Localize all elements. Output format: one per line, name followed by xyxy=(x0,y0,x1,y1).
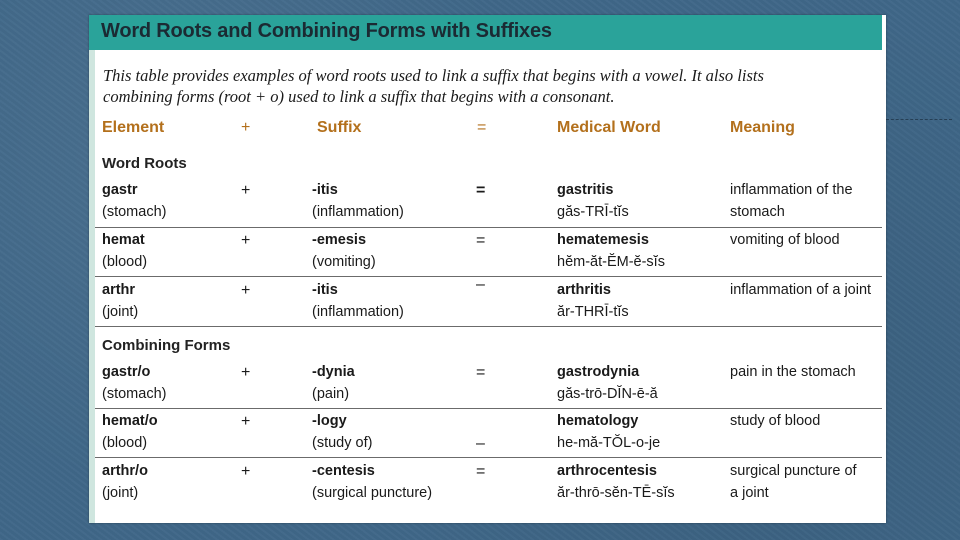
plus-sign: + xyxy=(241,182,251,199)
meaning-cell-cont: stomach xyxy=(730,204,785,220)
table-row xyxy=(89,364,882,412)
intro-line-1: This table provides examples of word roots used to link a suffix that begins with a vowel. It also lists xyxy=(103,66,764,85)
medical-word-cell: gastritis xyxy=(557,182,614,198)
medical-word-cell: hematology xyxy=(557,413,639,429)
equals-sign: = xyxy=(476,232,486,249)
meaning-cell: surgical puncture of xyxy=(730,463,857,479)
element-cell: hemat xyxy=(102,232,145,248)
table-row xyxy=(89,232,882,280)
pronunciation-cell: găs-trō-DĬN-ē-ă xyxy=(557,386,658,402)
header-suffix: Suffix xyxy=(317,119,362,136)
pronunciation-cell: he-mă-TŎL-o-je xyxy=(557,435,661,451)
medical-word-cell: arthrocentesis xyxy=(557,463,657,479)
element-cell: gastr xyxy=(102,182,138,198)
plus-sign: + xyxy=(241,232,251,249)
pronunciation-cell: ăr-thrō-sĕn-TĒ-sĭs xyxy=(557,485,675,501)
plus-sign: + xyxy=(241,413,251,430)
suffix-gloss: (surgical puncture) xyxy=(312,485,433,501)
suffix-cell: -dynia xyxy=(312,364,355,380)
equals-sign: = xyxy=(476,182,486,199)
suffix-gloss: (inflammation) xyxy=(312,304,404,320)
equals-sign: = xyxy=(476,463,486,480)
element-gloss: (stomach) xyxy=(102,204,167,220)
equals-sign: – xyxy=(476,276,485,293)
plus-sign: + xyxy=(241,364,251,381)
suffix-cell: -logy xyxy=(312,413,347,429)
plus-sign: + xyxy=(241,463,251,480)
element-gloss: (stomach) xyxy=(102,386,167,402)
decorative-dash-line xyxy=(886,119,952,120)
header-plus: + xyxy=(241,119,251,136)
suffix-cell: -emesis xyxy=(312,232,367,248)
table-row xyxy=(89,463,882,511)
suffix-cell: -itis xyxy=(312,182,338,198)
element-gloss: (blood) xyxy=(102,254,148,270)
header-equals: = xyxy=(477,119,487,136)
plus-sign: + xyxy=(241,282,251,299)
suffix-cell: -centesis xyxy=(312,463,375,479)
table-row xyxy=(89,276,882,330)
meaning-cell-cont: a joint xyxy=(730,485,769,501)
element-gloss: (joint) xyxy=(102,304,139,320)
meaning-cell: vomiting of blood xyxy=(730,232,840,248)
suffix-gloss: (inflammation) xyxy=(312,204,404,220)
equals-sign: – xyxy=(476,435,485,452)
element-cell: gastr/o xyxy=(102,364,151,380)
element-cell: arthr/o xyxy=(102,463,148,479)
element-cell: hemat/o xyxy=(102,413,158,429)
intro-line-2: combining forms (root + o) used to link a suffix that begins with a consonant. xyxy=(103,87,615,106)
header-element: Element xyxy=(102,119,165,136)
element-cell: arthr xyxy=(102,282,136,298)
pronunciation-cell: găs-TRĪ-tĭs xyxy=(557,204,629,220)
meaning-cell: pain in the stomach xyxy=(730,364,856,380)
table-card xyxy=(89,15,886,523)
element-gloss: (joint) xyxy=(102,485,139,501)
medical-word-cell: hematemesis xyxy=(557,232,649,248)
equals-sign: = xyxy=(476,364,486,381)
header-medical-word: Medical Word xyxy=(557,119,661,136)
medical-word-cell: gastrodynia xyxy=(557,364,640,380)
suffix-cell: -itis xyxy=(312,282,338,298)
section-word-roots: Word Roots xyxy=(102,155,187,172)
pronunciation-cell: hĕm-ăt-ĔM-ĕ-sĭs xyxy=(557,254,665,270)
meaning-cell: inflammation of a joint xyxy=(730,282,872,298)
medical-word-cell: arthritis xyxy=(557,282,611,298)
table-row xyxy=(89,182,882,230)
element-gloss: (blood) xyxy=(102,435,148,451)
pronunciation-cell: ăr-THRĪ-tĭs xyxy=(557,304,629,320)
meaning-cell: inflammation of the xyxy=(730,182,853,198)
meaning-cell: study of blood xyxy=(730,413,821,429)
table-row xyxy=(89,413,882,461)
suffix-gloss: (pain) xyxy=(312,386,350,402)
table-title: Word Roots and Combining Forms with Suffixes xyxy=(101,20,552,42)
suffix-gloss: (study of) xyxy=(312,435,373,451)
intro-text xyxy=(103,65,873,107)
header-meaning: Meaning xyxy=(730,119,795,136)
suffix-gloss: (vomiting) xyxy=(312,254,376,270)
title-bar xyxy=(89,15,886,50)
section-combining-forms: Combining Forms xyxy=(102,337,231,354)
